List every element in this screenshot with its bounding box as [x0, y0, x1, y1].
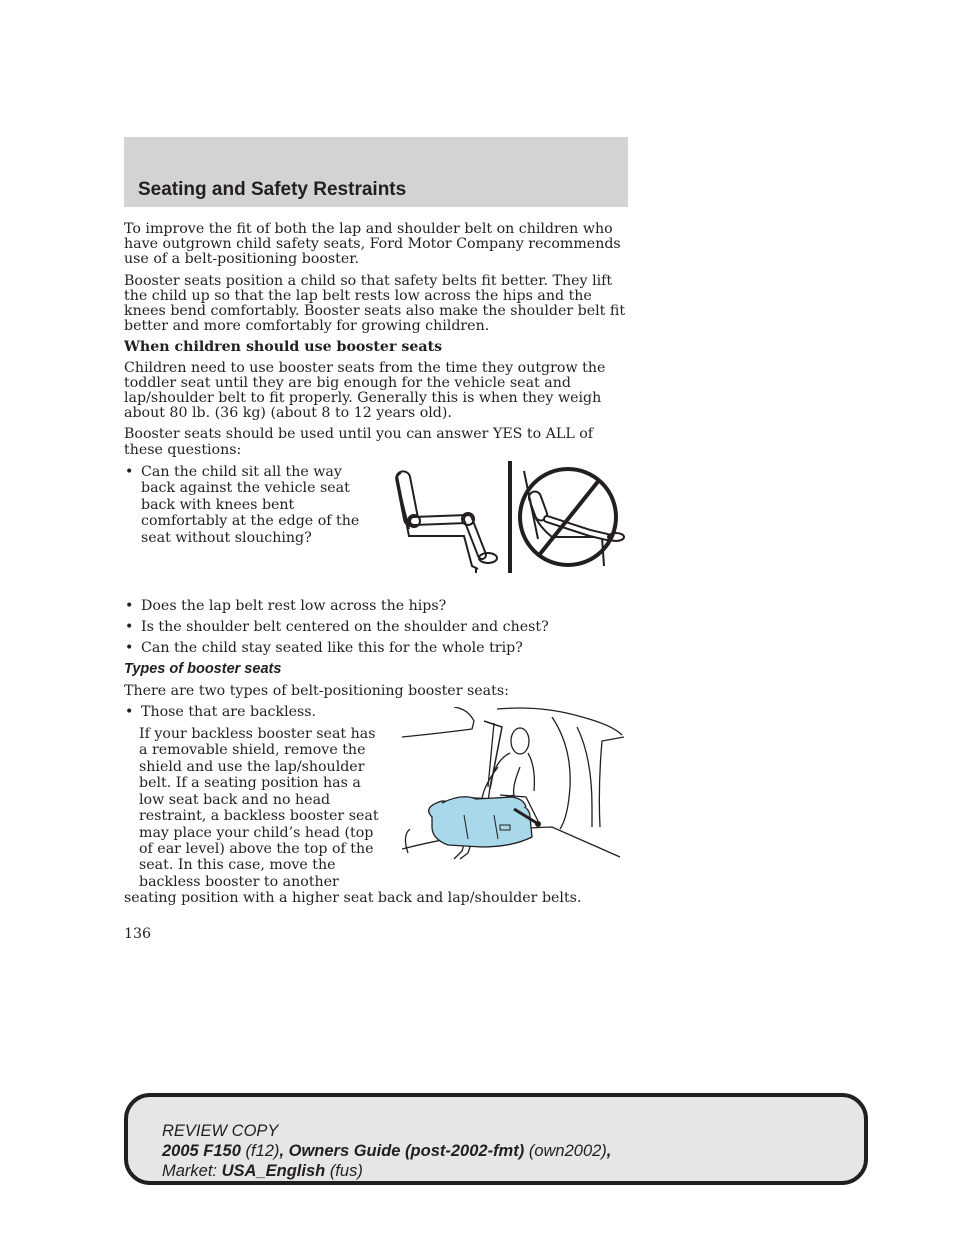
question-item: • Is the shoulder belt centered on the shoulder and chest? — [124, 620, 629, 635]
section-header-band — [124, 137, 628, 207]
footer-market-code: (fus) — [329, 1162, 363, 1180]
footer-market-label: Market: — [162, 1162, 218, 1180]
sitting-question-row — [124, 464, 629, 599]
footer-market: USA_English — [221, 1162, 326, 1180]
footer-model-line — [162, 1141, 611, 1161]
backless-bullet: • Those that are backless. — [124, 705, 629, 720]
seating-posture-illustration — [392, 461, 632, 576]
backless-booster-illustration — [402, 707, 624, 862]
section-title: Seating and Safety Restraints — [138, 179, 407, 200]
footer-model-code: (f12) — [245, 1142, 280, 1160]
types-heading: Types of booster seats — [124, 661, 282, 678]
when-heading: When children should use booster seats — [124, 339, 443, 356]
footer-guide: , Owners Guide (post-2002-fmt) — [279, 1142, 525, 1160]
review-label: REVIEW COPY — [162, 1122, 279, 1140]
question-item: • Can the child sit all the way back against the vehicle seat back with knees bent comfortably at the edge of the seat without slouching? — [124, 464, 376, 547]
footer-market-line — [162, 1161, 611, 1181]
footer-comma: , — [606, 1142, 612, 1160]
booster-position-paragraph: Booster seats position a child so that safety belts fit better. They lift the child up so that the lap belt rests low across the hips and the knees bend comfortably. Booster seats also make the shoulder belt fit better and more comfortably for growing children. — [124, 272, 626, 335]
footer-model: 2005 F150 — [162, 1142, 241, 1160]
types-intro: There are two types of belt-positioning booster seats: — [124, 682, 509, 699]
backless-row — [124, 705, 629, 907]
until-paragraph: Booster seats should be used until you can answer YES to ALL of these questions: — [124, 426, 594, 458]
question-item: • Does the lap belt rest low across the hips? — [124, 599, 629, 614]
backless-paragraph-continued: seating position with a higher seat back and lap/shoulder belts. — [124, 890, 582, 907]
page-content — [124, 222, 629, 907]
backless-paragraph: If your backless booster seat has a removable shield, remove the shield and use the lap/shoulder belt. If a seating position has a low seat back and no head restraint, a backless booster seat may place your child’s head (top of ear level) above the top of the seat. In this case, move the backless booster to another — [139, 726, 379, 890]
footer-guide-code: (own2002) — [528, 1142, 607, 1160]
intro-paragraph: To improve the fit of both the lap and shoulder belt on children who have outgrown child safety seats, Ford Motor Company recommends use of a belt-positioning booster. — [124, 221, 621, 268]
review-copy-footer — [124, 1093, 868, 1185]
when-paragraph: Children need to use booster seats from the time they outgrow the toddler seat until they are big enough for the vehicle seat and lap/shoulder belt to fit properly. Generally this is when they weigh about 80 lb. (36 kg) (about 8 to 12 years old). — [124, 359, 606, 422]
footer-text — [162, 1121, 611, 1181]
question-item: • Can the child stay seated like this for the whole trip? — [124, 641, 629, 656]
page-number: 136 — [124, 926, 152, 942]
